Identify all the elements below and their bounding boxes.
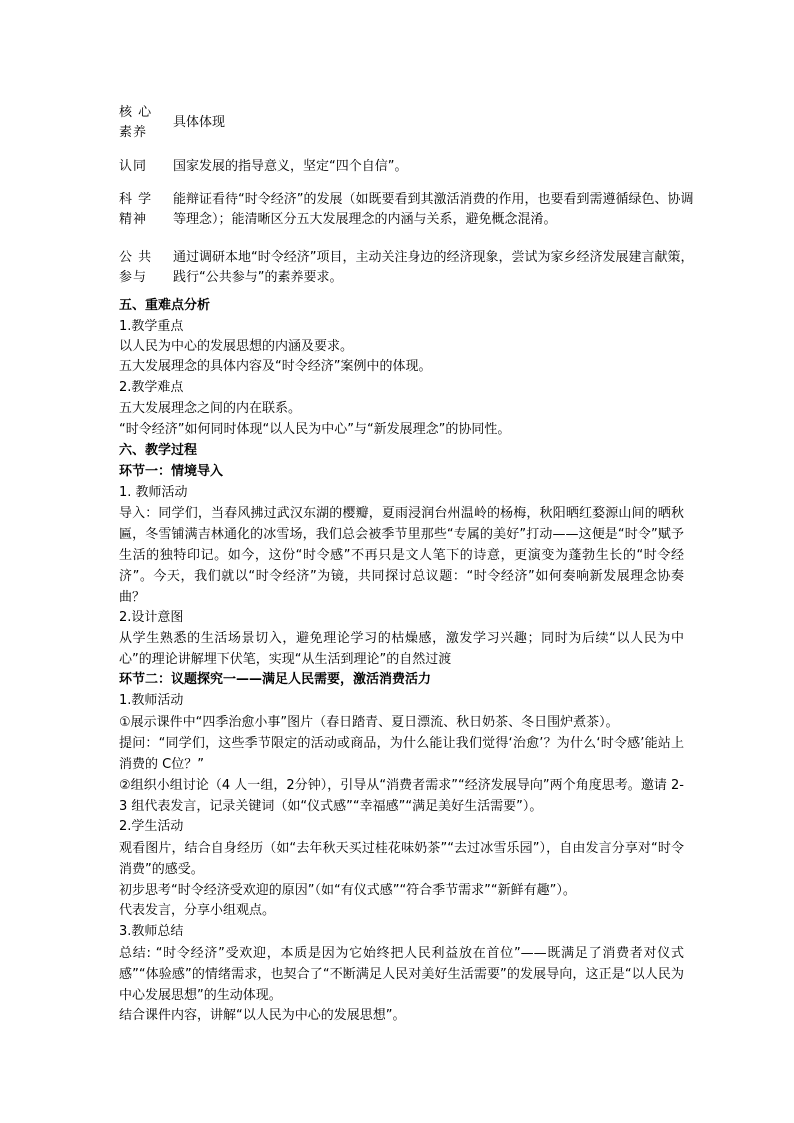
label-line-2: 素养 xyxy=(119,125,148,140)
paragraph: 以人民为中心的发展思想的内涵及要求。 xyxy=(119,339,354,354)
link-title: 环节一：情境导入 xyxy=(119,464,224,479)
row-label xyxy=(119,248,159,288)
label-line-1: 科 学 xyxy=(119,192,153,207)
table-header-label xyxy=(119,103,159,143)
paragraph: 观看图片，结合自身经历（如“去年秋天买过桂花味奶茶”“去过冰雪乐园”），自由发言分享对“时令消费”的感受。 xyxy=(119,841,684,877)
subheading: 1. 教师活动 xyxy=(119,485,188,500)
label-line-1: 公 共 xyxy=(119,250,153,265)
paragraph: 导入：同学们，当春风拂过武汉东湖的樱瓣，夏雨浸润台州温岭的杨梅，秋阳晒红婺源山间的晒秋匾，冬雪铺满吉林通化的冰雪场，我们总会被季节里那些“专属的美好”打动——这便是“时令”赋予生活的独特印记。如今，这份“时令感”不再只是文人笔下的诗意，更演变为蓬勃生长的“时令经济”。今天，我们就以“时令经济”为镜，共同探讨总议题：“时令经济”如何奏响新发展理念协奏曲？ xyxy=(119,506,684,605)
row-content: 能辩证看待“时令经济”的发展（如既要看到其激活消费的作用，也要看到需遵循绿色、协调等理念）；能清晰区分五大发展理念的内涵与关系，避免概念混淆。 xyxy=(173,192,694,227)
subheading: 3.教师总结 xyxy=(119,924,184,939)
paragraph: 五大发展理念的具体内容及“时令经济”案例中的体现。 xyxy=(119,359,432,374)
link-title: 环节二：议题探究一——满足人民需要，激活消费活力 xyxy=(119,672,432,687)
row-content: 通过调研本地“时令经济”项目，主动关注身边的经济现象，尝试为家乡经济发展建言献策，践行“公共参与”的素养要求。 xyxy=(173,250,694,285)
section-title: 五、重难点分析 xyxy=(119,298,211,313)
paragraph: 代表发言，分享小组观点。 xyxy=(119,903,276,918)
paragraph: 初步思考“时令经济受欢迎的原因”（如“有仪式感”“符合季节需求”“新鲜有趣”）。 xyxy=(119,883,576,898)
paragraph: “时令经济”如何同时体现“以人民为中心”与“新发展理念”的协同性。 xyxy=(119,422,511,437)
row-content: 国家发展的指导意义，坚定“四个自信”。 xyxy=(173,159,408,174)
row-label: 认同 xyxy=(119,159,148,174)
label-line-2: 参与 xyxy=(119,270,148,285)
paragraph: 结合课件内容，讲解“以人民为中心的发展思想”。 xyxy=(119,1008,406,1023)
paragraph: ①展示课件中“四季治愈小事”图片（春日踏青、夏日漂流、秋日奶茶、冬日围炉煮茶）。 xyxy=(119,715,619,730)
paragraph: 从学生熟悉的生活场景切入，避免理论学习的枯燥感，激发学习兴趣；同时为后续“以人民为中心”的理论讲解埋下伏笔，实现“从生活到理论”的自然过渡 xyxy=(119,631,684,667)
subheading: 1.教学重点 xyxy=(119,319,184,334)
section-title: 六、教学过程 xyxy=(119,443,198,458)
subheading: 2.设计意图 xyxy=(119,610,184,625)
subheading: 2.学生活动 xyxy=(119,819,184,834)
row-label xyxy=(119,190,159,230)
paragraph: 提问：“同学们，这些季节限定的活动或商品，为什么能让我们觉得‘治愈’？为什么‘时令感’能站上消费的 C位？” xyxy=(119,736,684,772)
subheading: 2.教学难点 xyxy=(119,380,184,395)
label-line-1: 核 心 xyxy=(119,105,153,120)
label-line-2: 精神 xyxy=(119,212,148,227)
paragraph: 总结: “时令经济”受欢迎，本质是因为它始终把人民利益放在首位”——既满足了消费者对仪式感”“体验感”的情绪需求，也契合了“不断满足人民对美好生活需要”的发展导向，这正是“以人民为中心发展思想”的生动体现。 xyxy=(119,946,684,1003)
subheading: 1.教师活动 xyxy=(119,693,184,708)
paragraph: 五大发展理念之间的内在联系。 xyxy=(119,401,302,416)
table-header-content: 具体体现 xyxy=(173,115,226,130)
paragraph: ②组织小组讨论（4 人一组，2分钟），引导从“消费者需求”“经济发展导向”两个角度思考。邀请 2-3 组代表发言，记录关键词（如“仪式感”“幸福感”“满足美好生活需要”）。 xyxy=(119,778,684,814)
